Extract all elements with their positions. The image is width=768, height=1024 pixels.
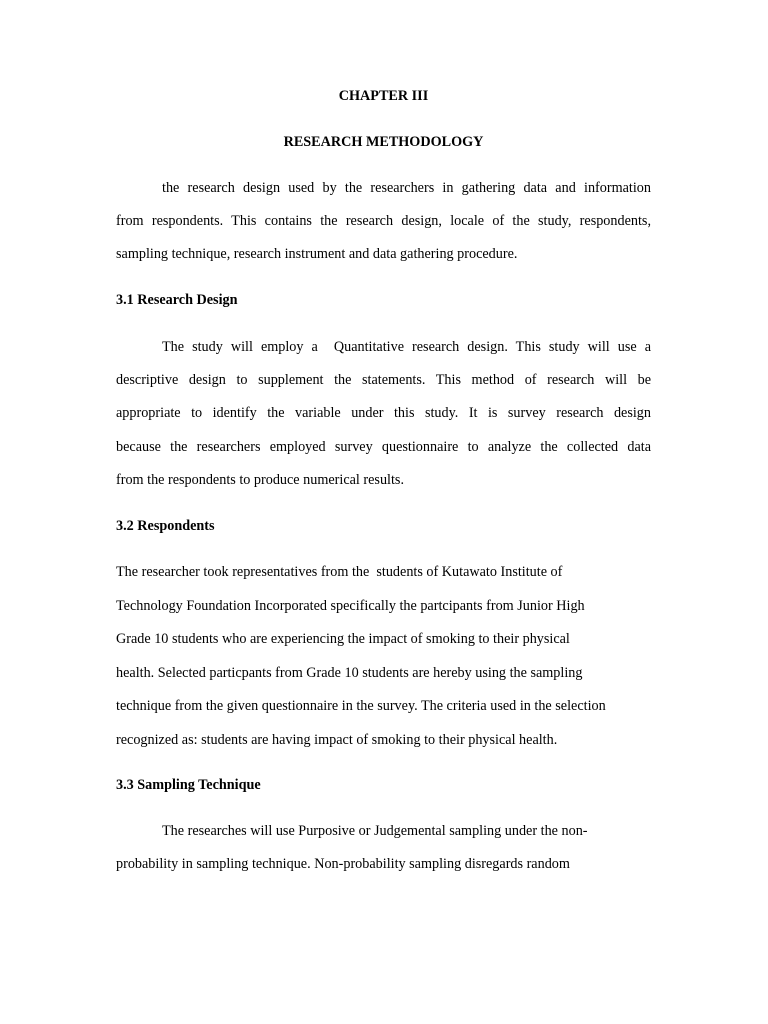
section-heading-sampling-technique: 3.3 Sampling Technique [116, 777, 261, 793]
respondents-line: technique from the given questionnaire in the survey. The criteria used in the selection [116, 698, 606, 714]
respondents-line: The researcher took representatives from the students of Kutawato Institute of [116, 564, 563, 580]
section-heading-respondents: 3.2 Respondents [116, 518, 215, 534]
sampling-technique-line: probability in sampling technique. Non-probability sampling disregards random [116, 856, 570, 872]
intro-line: from respondents. This contains the research design, locale of the study, respondents, [116, 213, 651, 229]
respondents-line: Grade 10 students who are experiencing the impact of smoking to their physical [116, 631, 570, 647]
research-design-line: descriptive design to supplement the statements. This method of research will be [116, 372, 651, 388]
research-design-line: because the researchers employed survey questionnaire to analyze the collected data [116, 439, 651, 455]
respondents-line: recognized as: students are having impact of smoking to their physical health. [116, 732, 558, 748]
respondents-line: health. Selected particpants from Grade 10 students are hereby using the sampling [116, 665, 583, 681]
sampling-technique-line: The researches will use Purposive or Judgemental sampling under the non- [162, 823, 588, 839]
document-page [116, 0, 651, 1024]
respondents-line: Technology Foundation Incorporated specifically the partcipants from Junior High [116, 598, 585, 614]
research-design-line: appropriate to identify the variable under this study. It is survey research design [116, 405, 651, 421]
intro-line: sampling technique, research instrument and data gathering procedure. [116, 246, 518, 262]
chapter-heading: CHAPTER III [338, 88, 429, 104]
section-heading-research-design: 3.1 Research Design [116, 292, 238, 308]
chapter-title: RESEARCH METHODOLOGY [283, 134, 484, 150]
research-design-line: from the respondents to produce numerical results. [116, 472, 405, 488]
intro-line: the research design used by the researchers in gathering data and information [162, 180, 651, 196]
research-design-line: The study will employ a Quantitative research design. This study will use a [162, 339, 651, 355]
